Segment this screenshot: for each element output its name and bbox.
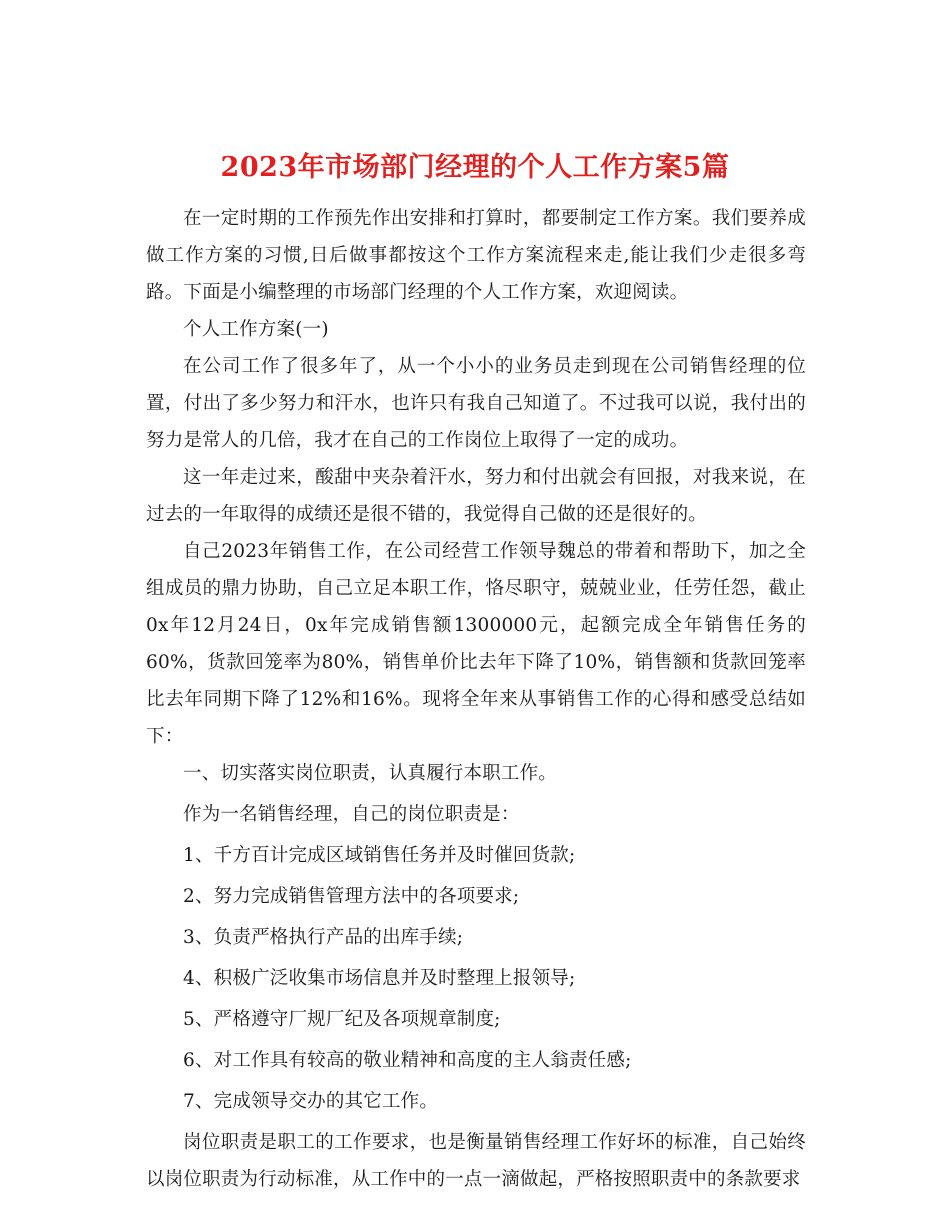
body-paragraph: 在公司工作了很多年了，从一个小小的业务员走到现在公司销售经理的位置，付出了多少努力和汗水，也许只有我自己知道了。不过我可以说，我付出的努力是常人的几倍，我才在自己的工作岗位上取得了一定的成功。 — [146, 356, 806, 451]
list-item: 7、完成领导交办的其它工作。 — [183, 1091, 439, 1112]
body-paragraph: 自己2023年销售工作，在公司经营工作领导魏总的带着和帮助下，加之全组成员的鼎力协助，自己立足本职工作，恪尽职守，兢兢业业，任劳任怨，截止0x年12月24日，0x年完成销售额1300000元，起额完成全年销售任务的60%，货款回笼率为80%，销售单价比去年下降了10%，销售额和货款回笼率比去年同期下降了12%和16%。现将全年来从事销售工作的心得和感受总结如下： — [146, 541, 806, 747]
document-title: 2023年市场部门经理的个人工作方案5篇 — [220, 152, 730, 184]
body-paragraph: 岗位职责是职工的工作要求，也是衡量销售经理工作好坏的标准，自己始终以岗位职责为行动标准，从工作中的一点一滴做起，严格按照职责中的条款要求 — [146, 1132, 806, 1190]
list-item: 6、对工作具有较高的敬业精神和高度的主人翁责任感; — [183, 1050, 632, 1071]
body-paragraph: 作为一名销售经理，自己的岗位职责是： — [183, 804, 520, 825]
list-item: 5、严格遵守厂规厂纪及各项规章制度; — [183, 1009, 501, 1030]
list-item: 4、积极广泛收集市场信息并及时整理上报领导; — [183, 968, 576, 989]
list-item: 1、千方百计完成区域销售任务并及时催回货款; — [183, 845, 576, 866]
list-item: 2、努力完成销售管理方法中的各项要求; — [183, 886, 520, 907]
body-paragraph-intro: 在一定时期的工作预先作出安排和打算时，都要制定工作方案。我们要养成做工作方案的习惯,日后做事都按这个工作方案流程来走,能让我们少走很多弯路。下面是小编整理的市场部门经理的个人工作方案，欢迎阅读。 — [146, 208, 806, 303]
section-heading-plan-1: 个人工作方案(一) — [183, 319, 329, 340]
body-paragraph: 这一年走过来，酸甜中夹杂着汗水，努力和付出就会有回报，对我来说，在过去的一年取得的成绩还是很不错的，我觉得自己做的还是很好的。 — [146, 467, 806, 525]
section-heading-duties: 一、切实落实岗位职责，认真履行本职工作。 — [183, 763, 558, 784]
list-item: 3、负责严格执行产品的出库手续; — [183, 927, 464, 948]
document-body — [146, 200, 806, 1198]
